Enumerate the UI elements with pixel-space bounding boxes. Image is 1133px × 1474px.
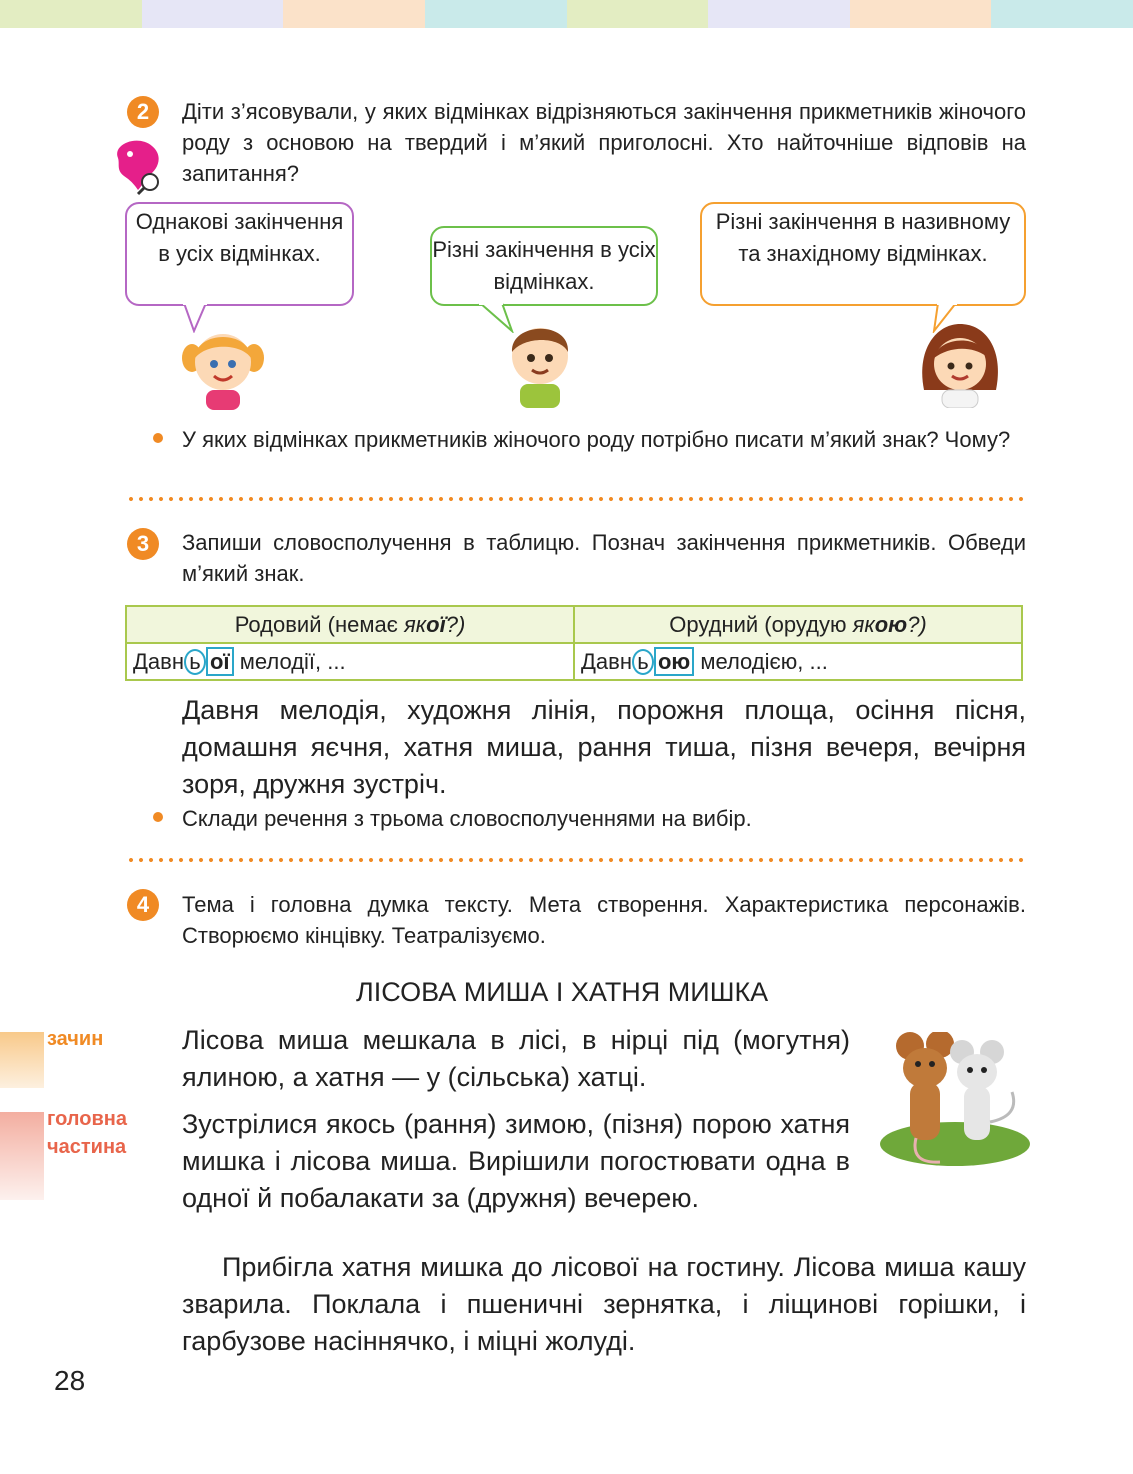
side-label-main-2: частина [47, 1136, 127, 1158]
two-mice-illustration [880, 1032, 1030, 1172]
story-paragraph-1: Лісова миша мешкала в лісі, в нірці під (могутня) ялиною, а хатня — у (сільська) хатці. [182, 1025, 850, 1092]
header-suffix: ?) [907, 611, 927, 637]
task-2-number: 2 [127, 96, 159, 128]
task-4-number: 4 [127, 889, 159, 921]
boy-icon [500, 314, 580, 408]
story-title: ЛІСОВА МИША І ХАТНЯ МИШКА [356, 977, 769, 1007]
cell-stem: Давн [133, 648, 184, 674]
pink-character-with-magnifier-icon [108, 136, 168, 198]
table-header-instrumental [574, 606, 1022, 643]
table-cell [126, 643, 574, 680]
ending-boxed: ої [206, 647, 234, 676]
girl-with-pigtails-icon [178, 318, 268, 410]
stripe [991, 0, 1133, 28]
speech-bubble-different-endings [430, 226, 658, 306]
stripe [850, 0, 992, 28]
stripe [708, 0, 850, 28]
header-prefix: Орудний (орудую [669, 611, 853, 637]
cell-stem: Давн [581, 648, 632, 674]
stripe [142, 0, 284, 28]
header-stem: як [852, 611, 875, 637]
bullet-icon [153, 433, 163, 443]
header-prefix: Родовий (немає [234, 611, 405, 637]
side-label-main-1: головна [47, 1108, 127, 1130]
side-label-start: зачин [47, 1028, 104, 1050]
cell-rest: мелодією, ... [694, 648, 828, 674]
task-3-number: 3 [127, 528, 159, 560]
task-2-question: У яких відмінках прикметників жіночого роду потрібно писати м’який знак? Чому? [182, 427, 1011, 452]
speech-bubble-nominative-accusative [700, 202, 1026, 306]
dotted-divider [126, 497, 1026, 501]
header-ending: ої [426, 611, 446, 637]
bubble-text: Різні закінчення в називному та знахідному відмінках. [715, 209, 1011, 266]
side-marker-start [0, 1032, 44, 1088]
stripe [425, 0, 567, 28]
story-paragraph-3: Прибігла хатня мишка до лісової на гостину. Лісова миша кашу зварила. Поклала і пшеничні зернятка, і ліщинові горішки, і гарбузове насіннячко, і міцні жолуді. [182, 1252, 1026, 1356]
dotted-divider [126, 858, 1026, 862]
header-suffix: ?) [445, 611, 466, 637]
ending-boxed: ою [654, 647, 694, 676]
top-color-stripes [0, 0, 1133, 28]
stripe [283, 0, 425, 28]
case-table [125, 605, 1023, 681]
task-4-text: Тема і головна думка тексту. Мета створення. Характеристика персонажів. Створюємо кінцівку. Театралізуємо. [182, 892, 1026, 948]
soft-sign-circled: ь [632, 649, 654, 675]
task-3-phrases: Давня мелодія, художня лінія, порожня площа, осіння пісня, домашня яєчня, хатня миша, рання тиша, пізня вечеря, вечірня зоря, дружня зустріч. [182, 695, 1026, 799]
table-cell [574, 643, 1022, 680]
stripe [567, 0, 709, 28]
task-3-text: Запиши словосполучення в таблицю. Познач закінчення прикметників. Обведи м’який знак. [182, 530, 1026, 586]
task-3-bullet: Склади речення з трьома словосполученнями на вибір. [182, 806, 752, 831]
soft-sign-circled: ь [184, 649, 206, 675]
page-number: 28 [54, 1365, 86, 1396]
header-stem: як [404, 611, 427, 637]
table-header-row [126, 606, 1022, 643]
cell-rest: мелодії, ... [233, 648, 346, 674]
bubble-text: Однакові закінчення в усіх відмінках. [135, 209, 344, 266]
table-row [126, 643, 1022, 680]
girl-with-brown-hair-icon [916, 320, 1004, 408]
stripe [0, 0, 142, 28]
bullet-icon [153, 812, 163, 822]
speech-bubble-same-endings [125, 202, 354, 306]
story-paragraph-2: Зустрілися якось (рання) зимою, (пізня) порою хатня мишка і лісова миша. Вирішили погостювати одна в одної й побалакати за (дружня) вечерею. [182, 1109, 850, 1213]
header-ending: ою [874, 611, 908, 637]
side-marker-main [0, 1112, 44, 1200]
table-header-genitive [126, 606, 574, 643]
bubble-text: Різні закінчення в усіх відмінках. [432, 237, 656, 294]
task-2-text: Діти з’ясовували, у яких відмінках відрізняються закінчення прикметників жіночого роду з основою на твердий і м’який приголосні. Хто найточніше відповів на запитання? [182, 99, 1026, 186]
